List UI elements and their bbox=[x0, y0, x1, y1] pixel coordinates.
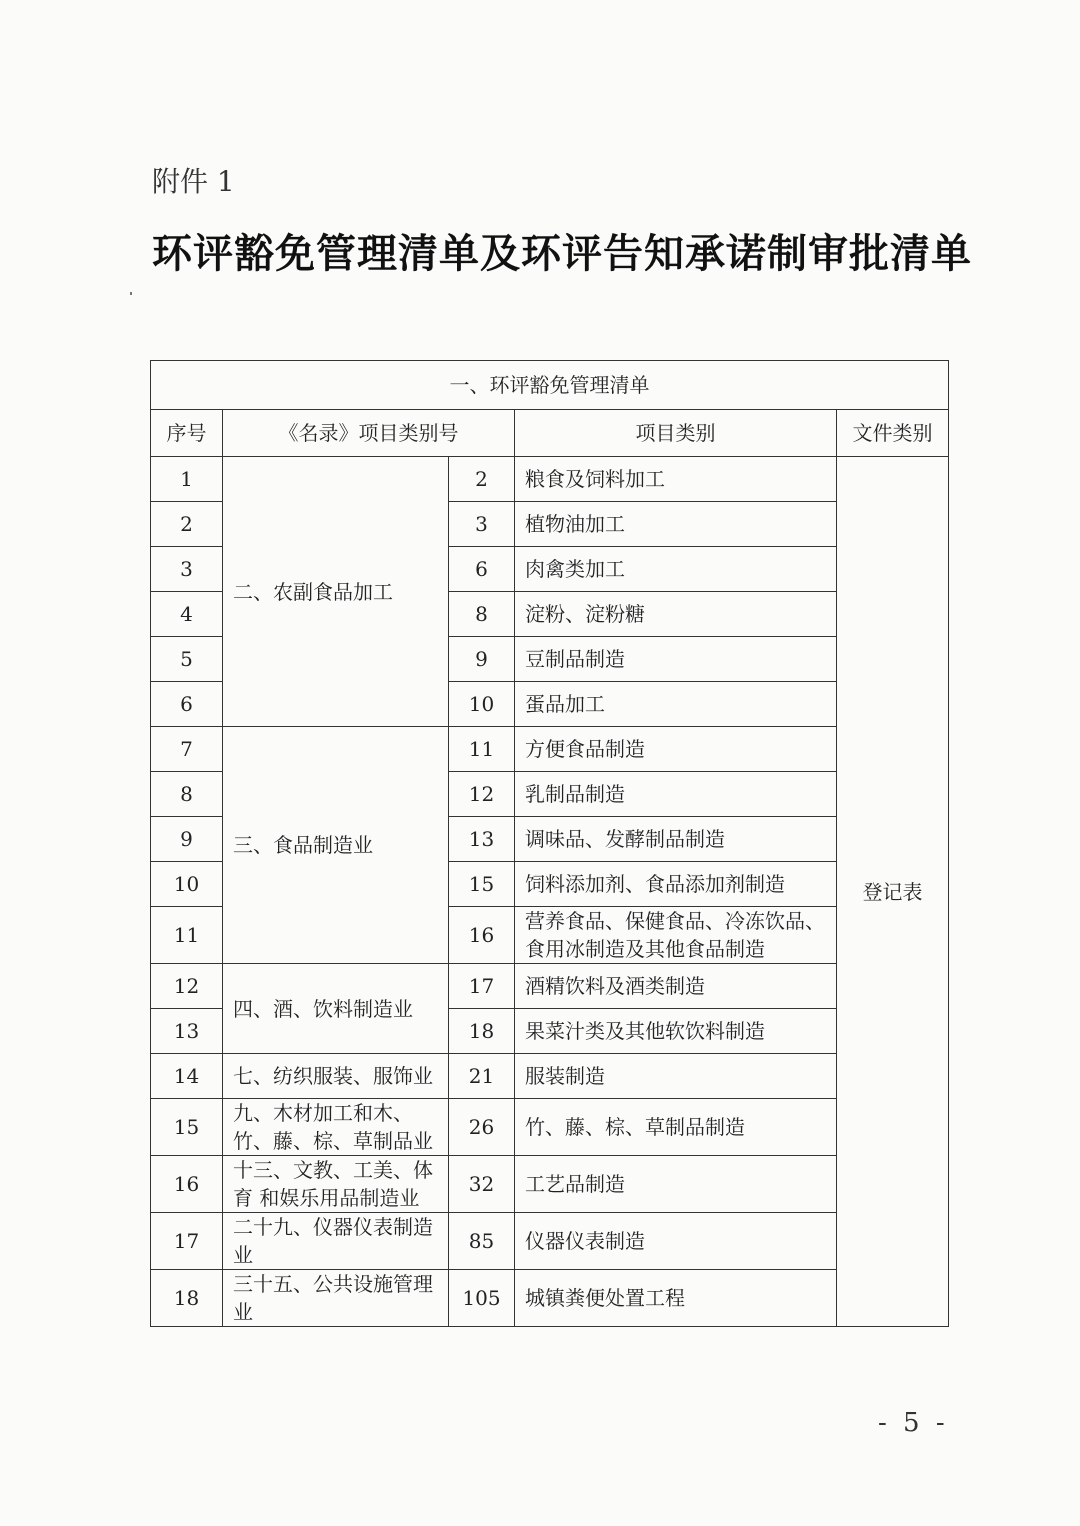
table-row bbox=[151, 457, 949, 502]
project-cell: 调味品、发酵制品制造 bbox=[515, 817, 837, 862]
seq-cell: 1 bbox=[151, 457, 223, 502]
seq-cell: 4 bbox=[151, 592, 223, 637]
project-cell: 果菜汁类及其他软饮料制造 bbox=[515, 1009, 837, 1054]
document-title: 环评豁免管理清单及环评告知承诺制审批清单 bbox=[152, 230, 972, 277]
group-cell: 七、纺织服装、服饰业 bbox=[223, 1054, 449, 1099]
project-cell: 工艺品制造 bbox=[515, 1156, 837, 1213]
project-cell: 营养食品、保健食品、冷冻饮品、食用冰制造及其他食品制造 bbox=[515, 907, 837, 964]
project-cell: 城镇粪便处置工程 bbox=[515, 1270, 837, 1327]
code-cell: 8 bbox=[449, 592, 515, 637]
project-cell: 酒精饮料及酒类制造 bbox=[515, 964, 837, 1009]
seq-cell: 9 bbox=[151, 817, 223, 862]
code-cell: 16 bbox=[449, 907, 515, 964]
seq-cell: 18 bbox=[151, 1270, 223, 1327]
seq-cell: 6 bbox=[151, 682, 223, 727]
seq-cell: 10 bbox=[151, 862, 223, 907]
table-row bbox=[151, 1054, 949, 1099]
project-cell: 淀粉、淀粉糖 bbox=[515, 592, 837, 637]
table-row bbox=[151, 1099, 949, 1156]
code-cell: 26 bbox=[449, 1099, 515, 1156]
project-cell: 方便食品制造 bbox=[515, 727, 837, 772]
group-cell: 二十九、仪器仪表制造业 bbox=[223, 1213, 449, 1270]
project-cell: 饲料添加剂、食品添加剂制造 bbox=[515, 862, 837, 907]
scan-speck bbox=[130, 292, 132, 295]
table-row bbox=[151, 1156, 949, 1213]
code-cell: 2 bbox=[449, 457, 515, 502]
seq-cell: 12 bbox=[151, 964, 223, 1009]
project-cell: 植物油加工 bbox=[515, 502, 837, 547]
code-cell: 15 bbox=[449, 862, 515, 907]
header-doc: 文件类别 bbox=[837, 410, 949, 457]
code-cell: 32 bbox=[449, 1156, 515, 1213]
page-number: - 5 - bbox=[878, 1408, 949, 1438]
project-cell: 服装制造 bbox=[515, 1054, 837, 1099]
seq-cell: 11 bbox=[151, 907, 223, 964]
doc-type-cell: 登记表 bbox=[837, 457, 949, 1327]
seq-cell: 5 bbox=[151, 637, 223, 682]
project-cell: 仪器仪表制造 bbox=[515, 1213, 837, 1270]
group-cell: 三十五、公共设施管理业 bbox=[223, 1270, 449, 1327]
code-cell: 6 bbox=[449, 547, 515, 592]
table-row bbox=[151, 1213, 949, 1270]
seq-cell: 2 bbox=[151, 502, 223, 547]
group-cell: 四、酒、饮料制造业 bbox=[223, 964, 449, 1054]
code-cell: 18 bbox=[449, 1009, 515, 1054]
section-title: 一、环评豁免管理清单 bbox=[151, 361, 949, 410]
code-cell: 85 bbox=[449, 1213, 515, 1270]
seq-cell: 3 bbox=[151, 547, 223, 592]
code-cell: 3 bbox=[449, 502, 515, 547]
project-cell: 乳制品制造 bbox=[515, 772, 837, 817]
header-project: 项目类别 bbox=[515, 410, 837, 457]
group-cell: 九、木材加工和木、竹、藤、棕、草制品业 bbox=[223, 1099, 449, 1156]
code-cell: 11 bbox=[449, 727, 515, 772]
code-cell: 10 bbox=[449, 682, 515, 727]
table-row bbox=[151, 1270, 949, 1327]
header-seq: 序号 bbox=[151, 410, 223, 457]
project-cell: 竹、藤、棕、草制品制造 bbox=[515, 1099, 837, 1156]
seq-cell: 16 bbox=[151, 1156, 223, 1213]
project-cell: 豆制品制造 bbox=[515, 637, 837, 682]
seq-cell: 13 bbox=[151, 1009, 223, 1054]
project-cell: 蛋品加工 bbox=[515, 682, 837, 727]
table-row bbox=[151, 964, 949, 1009]
seq-cell: 7 bbox=[151, 727, 223, 772]
seq-cell: 15 bbox=[151, 1099, 223, 1156]
seq-cell: 17 bbox=[151, 1213, 223, 1270]
code-cell: 17 bbox=[449, 964, 515, 1009]
seq-cell: 8 bbox=[151, 772, 223, 817]
group-cell: 三、食品制造业 bbox=[223, 727, 449, 964]
seq-cell: 14 bbox=[151, 1054, 223, 1099]
code-cell: 21 bbox=[449, 1054, 515, 1099]
header-catalog: 《名录》项目类别号 bbox=[223, 410, 515, 457]
code-cell: 13 bbox=[449, 817, 515, 862]
code-cell: 9 bbox=[449, 637, 515, 682]
exemption-table bbox=[150, 360, 949, 1327]
group-cell: 十三、文教、工美、体育 和娱乐用品制造业 bbox=[223, 1156, 449, 1213]
code-cell: 105 bbox=[449, 1270, 515, 1327]
project-cell: 粮食及饲料加工 bbox=[515, 457, 837, 502]
attachment-label: 附件 1 bbox=[152, 165, 235, 198]
code-cell: 12 bbox=[449, 772, 515, 817]
project-cell: 肉禽类加工 bbox=[515, 547, 837, 592]
table-row bbox=[151, 727, 949, 772]
group-cell: 二、农副食品加工 bbox=[223, 457, 449, 727]
